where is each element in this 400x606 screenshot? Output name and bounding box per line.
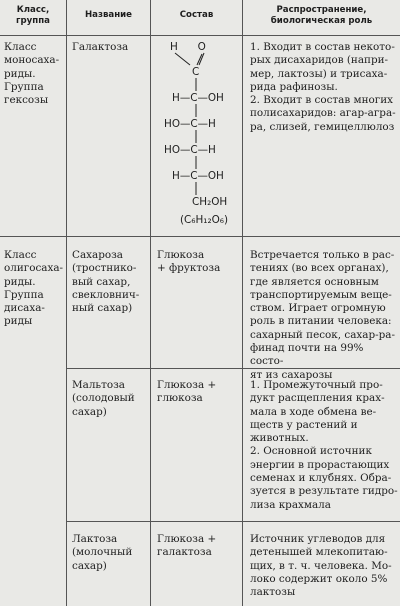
formula-molecular: (C₆H₁₂O₆) [180, 214, 229, 226]
row-name-galactose: Галактоза [72, 41, 129, 53]
table-header [0, 0, 400, 36]
row-name-lactose: Лактоза (молочный сахар) [72, 533, 133, 572]
row-class-monosaccharides: Класс моносаха- риды. Группа гексозы [4, 41, 60, 107]
row-composition-maltose: Глюкоза + глюкоза [157, 379, 217, 405]
row-class-oligosaccharides: Класс олигосаха- риды. Группа дисаха- риды [4, 249, 64, 328]
galactose-structural-formula [160, 41, 250, 231]
row-name-maltose: Мальтоза (солодовый сахар) [72, 379, 135, 418]
header-class-group: Класс, группа [16, 5, 50, 26]
header-role: Распространение, биологическая роль [270, 5, 373, 26]
formula-line-c1: C [192, 66, 200, 78]
row-composition-sucrose: Глюкоза + фруктоза [157, 249, 221, 275]
header-name: Название [84, 10, 132, 20]
column-divider [150, 0, 151, 606]
formula-line-c6: CH₂OH [192, 196, 228, 208]
row-divider [0, 236, 400, 237]
column-divider [66, 0, 67, 606]
formula-line-c4: HO—C—H [164, 144, 216, 156]
formula-line-aldehyde: H O [170, 41, 206, 53]
row-role-maltose: 1. Промежуточный про- дукт расщепления крах- мала в ходе обмена ве- ществ у растений и животных. 2. Основной источник энергии в прорастающих семенах и клубнях. Обра- зуется в результате гидро- лиза крахмала [250, 379, 398, 511]
row-name-sucrose: Сахароза (тростнико- вый сахар, свекловнич- ный сахар) [72, 249, 140, 315]
row-role-sucrose: Встречается только в рас- тениях (во всех органах), где является основным транспортируемым веще- ством. Играет огромную роль в питании человека: сахарный песок, сахар-ра- финад почти на 99% состо- ят из сахарозы [250, 249, 395, 381]
row-role-lactose: Источник углеводов для детенышей млекопитаю- щих, в т. ч. человека. Мо- локо содержит около 5% лактозы [250, 533, 392, 599]
header-composition: Состав [179, 10, 214, 20]
row-role-galactose: 1. Входит в состав некото- рых дисахаридов (напри- мер, лактозы) и трисаха- рида рафинозы. 2. Входит в состав многих полисахаридов: агар-агра- ра, слизей, гемицеллюлоз [250, 41, 396, 133]
formula-line-c5: H—C—OH [172, 170, 224, 182]
formula-line-c2: H—C—OH [172, 92, 224, 104]
row-divider [66, 521, 400, 522]
formula-line-c3: HO—C—H [164, 118, 216, 130]
row-composition-lactose: Глюкоза + галактоза [157, 533, 217, 559]
